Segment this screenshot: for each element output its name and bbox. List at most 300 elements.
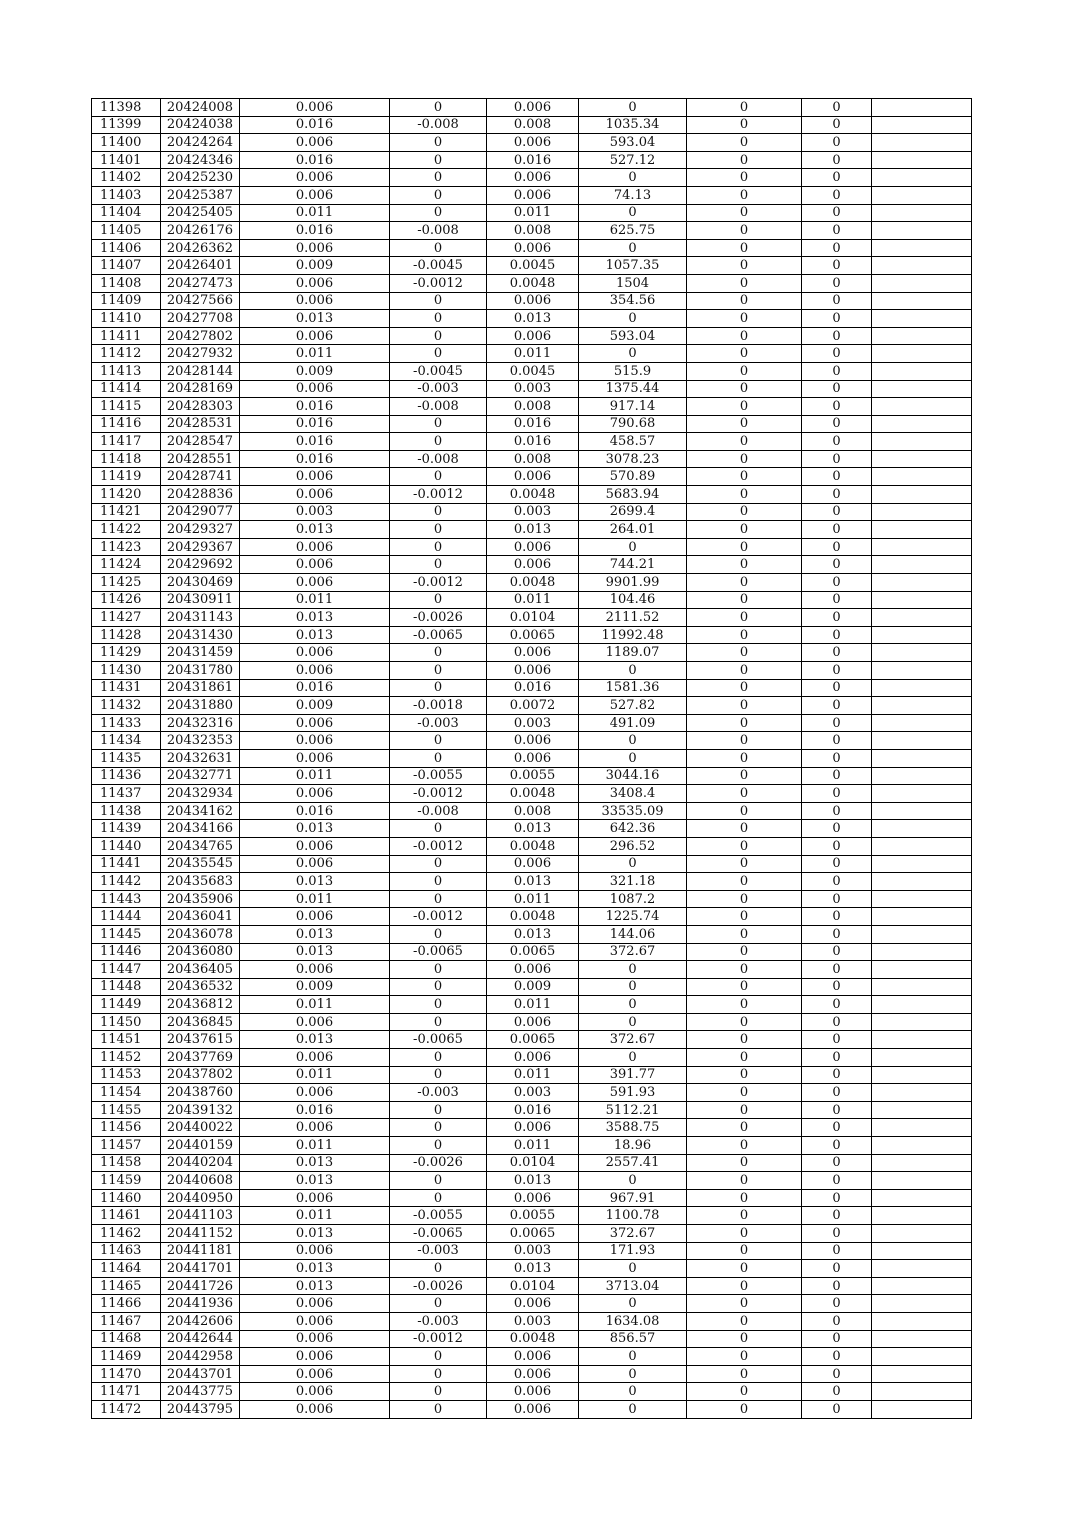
cell-col-4-value: -0.0012 bbox=[390, 908, 487, 926]
cell-col-7-value: 0 bbox=[687, 486, 802, 504]
cell-col-5-value: 0.006 bbox=[487, 239, 579, 257]
cell-col-4-value: 0 bbox=[390, 1295, 487, 1313]
cell-col-6-value: 0 bbox=[579, 1400, 687, 1418]
cell-col-8-value: 0 bbox=[802, 890, 872, 908]
cell-row-number: 11427 bbox=[92, 609, 161, 627]
cell-col-5-value: 0.0048 bbox=[487, 574, 579, 592]
cell-col-5-value: 0.013 bbox=[487, 873, 579, 891]
table-row bbox=[92, 151, 972, 169]
cell-col-8-value: 0 bbox=[802, 1172, 872, 1190]
cell-col-7-value: 0 bbox=[687, 1066, 802, 1084]
cell-col-3-value: 0.013 bbox=[240, 943, 390, 961]
cell-row-number: 11429 bbox=[92, 644, 161, 662]
cell-col-7-value: 0 bbox=[687, 961, 802, 979]
cell-col-6-value: 527.82 bbox=[579, 697, 687, 715]
cell-col-8-value: 0 bbox=[802, 943, 872, 961]
cell-col-8-value: 0 bbox=[802, 749, 872, 767]
cell-col-5-value: 0.0055 bbox=[487, 767, 579, 785]
cell-record-id: 20429692 bbox=[161, 556, 240, 574]
cell-col-8-value: 0 bbox=[802, 257, 872, 275]
cell-row-number: 11450 bbox=[92, 1013, 161, 1031]
cell-row-number: 11428 bbox=[92, 626, 161, 644]
cell-col-7-value: 0 bbox=[687, 1383, 802, 1401]
cell-record-id: 20427708 bbox=[161, 310, 240, 328]
cell-col-3-value: 0.016 bbox=[240, 450, 390, 468]
cell-col-6-value: 491.09 bbox=[579, 714, 687, 732]
cell-record-id: 20427932 bbox=[161, 345, 240, 363]
cell-col-6-value: 1634.08 bbox=[579, 1312, 687, 1330]
cell-col-9-value bbox=[872, 186, 972, 204]
cell-row-number: 11399 bbox=[92, 116, 161, 134]
table-row bbox=[92, 1189, 972, 1207]
cell-col-8-value: 0 bbox=[802, 1260, 872, 1278]
cell-col-5-value: 0.006 bbox=[487, 1049, 579, 1067]
table-row bbox=[92, 433, 972, 451]
cell-row-number: 11398 bbox=[92, 99, 161, 117]
cell-col-8-value: 0 bbox=[802, 679, 872, 697]
cell-col-7-value: 0 bbox=[687, 345, 802, 363]
cell-record-id: 20432934 bbox=[161, 785, 240, 803]
cell-col-4-value: -0.0018 bbox=[390, 697, 487, 715]
cell-col-6-value: 570.89 bbox=[579, 468, 687, 486]
cell-col-6-value: 0 bbox=[579, 996, 687, 1014]
cell-row-number: 11471 bbox=[92, 1383, 161, 1401]
cell-record-id: 20438760 bbox=[161, 1084, 240, 1102]
cell-col-3-value: 0.013 bbox=[240, 873, 390, 891]
cell-col-7-value: 0 bbox=[687, 538, 802, 556]
cell-col-3-value: 0.006 bbox=[240, 486, 390, 504]
cell-col-3-value: 0.016 bbox=[240, 679, 390, 697]
cell-col-5-value: 0.009 bbox=[487, 978, 579, 996]
cell-col-6-value: 33535.09 bbox=[579, 802, 687, 820]
cell-col-3-value: 0.011 bbox=[240, 767, 390, 785]
cell-col-3-value: 0.006 bbox=[240, 327, 390, 345]
cell-row-number: 11422 bbox=[92, 521, 161, 539]
table-row bbox=[92, 1400, 972, 1418]
cell-col-7-value: 0 bbox=[687, 1013, 802, 1031]
cell-record-id: 20441726 bbox=[161, 1277, 240, 1295]
cell-col-8-value: 0 bbox=[802, 116, 872, 134]
table-row bbox=[92, 1172, 972, 1190]
cell-col-4-value: 0 bbox=[390, 1260, 487, 1278]
cell-col-9-value bbox=[872, 749, 972, 767]
table-row bbox=[92, 1049, 972, 1067]
cell-row-number: 11453 bbox=[92, 1066, 161, 1084]
cell-row-number: 11461 bbox=[92, 1207, 161, 1225]
table-row bbox=[92, 1207, 972, 1225]
cell-col-8-value: 0 bbox=[802, 1049, 872, 1067]
cell-record-id: 20440022 bbox=[161, 1119, 240, 1137]
cell-col-7-value: 0 bbox=[687, 327, 802, 345]
table-row bbox=[92, 785, 972, 803]
cell-col-4-value: 0 bbox=[390, 873, 487, 891]
table-row bbox=[92, 468, 972, 486]
cell-col-3-value: 0.006 bbox=[240, 1295, 390, 1313]
cell-col-3-value: 0.016 bbox=[240, 151, 390, 169]
cell-col-3-value: 0.013 bbox=[240, 521, 390, 539]
cell-col-6-value: 0 bbox=[579, 345, 687, 363]
table-row bbox=[92, 908, 972, 926]
cell-col-8-value: 0 bbox=[802, 820, 872, 838]
cell-col-8-value: 0 bbox=[802, 697, 872, 715]
cell-row-number: 11423 bbox=[92, 538, 161, 556]
cell-col-8-value: 0 bbox=[802, 855, 872, 873]
cell-col-9-value bbox=[872, 1207, 972, 1225]
cell-col-8-value: 0 bbox=[802, 398, 872, 416]
table-row bbox=[92, 257, 972, 275]
cell-col-7-value: 0 bbox=[687, 1189, 802, 1207]
cell-col-5-value: 0.006 bbox=[487, 468, 579, 486]
cell-col-8-value: 0 bbox=[802, 1031, 872, 1049]
cell-record-id: 20427802 bbox=[161, 327, 240, 345]
cell-col-6-value: 1087.2 bbox=[579, 890, 687, 908]
cell-row-number: 11417 bbox=[92, 433, 161, 451]
table-row bbox=[92, 732, 972, 750]
cell-row-number: 11403 bbox=[92, 186, 161, 204]
cell-col-7-value: 0 bbox=[687, 1101, 802, 1119]
cell-col-4-value: 0 bbox=[390, 1383, 487, 1401]
cell-row-number: 11440 bbox=[92, 837, 161, 855]
cell-col-9-value bbox=[872, 1013, 972, 1031]
cell-record-id: 20431880 bbox=[161, 697, 240, 715]
table-row bbox=[92, 1365, 972, 1383]
cell-col-6-value: 0 bbox=[579, 662, 687, 680]
cell-col-3-value: 0.006 bbox=[240, 662, 390, 680]
cell-col-5-value: 0.0048 bbox=[487, 785, 579, 803]
table-row bbox=[92, 1031, 972, 1049]
cell-col-4-value: 0 bbox=[390, 679, 487, 697]
cell-col-7-value: 0 bbox=[687, 1154, 802, 1172]
table-row bbox=[92, 714, 972, 732]
cell-col-3-value: 0.006 bbox=[240, 274, 390, 292]
cell-col-8-value: 0 bbox=[802, 1154, 872, 1172]
cell-col-9-value bbox=[872, 450, 972, 468]
cell-col-3-value: 0.006 bbox=[240, 1242, 390, 1260]
table-row bbox=[92, 222, 972, 240]
cell-record-id: 20432353 bbox=[161, 732, 240, 750]
table-row bbox=[92, 1260, 972, 1278]
cell-row-number: 11459 bbox=[92, 1172, 161, 1190]
cell-row-number: 11434 bbox=[92, 732, 161, 750]
cell-record-id: 20424008 bbox=[161, 99, 240, 117]
cell-col-9-value bbox=[872, 785, 972, 803]
cell-col-5-value: 0.0065 bbox=[487, 1031, 579, 1049]
cell-record-id: 20435545 bbox=[161, 855, 240, 873]
cell-col-6-value: 372.67 bbox=[579, 1225, 687, 1243]
table-row bbox=[92, 644, 972, 662]
cell-col-8-value: 0 bbox=[802, 662, 872, 680]
cell-col-7-value: 0 bbox=[687, 697, 802, 715]
cell-row-number: 11431 bbox=[92, 679, 161, 697]
cell-col-7-value: 0 bbox=[687, 679, 802, 697]
cell-col-4-value: -0.008 bbox=[390, 398, 487, 416]
cell-col-8-value: 0 bbox=[802, 1277, 872, 1295]
cell-col-9-value bbox=[872, 468, 972, 486]
cell-col-3-value: 0.006 bbox=[240, 785, 390, 803]
cell-row-number: 11442 bbox=[92, 873, 161, 891]
cell-col-4-value: 0 bbox=[390, 644, 487, 662]
cell-col-4-value: -0.0055 bbox=[390, 767, 487, 785]
cell-record-id: 20431430 bbox=[161, 626, 240, 644]
cell-col-7-value: 0 bbox=[687, 468, 802, 486]
cell-record-id: 20426176 bbox=[161, 222, 240, 240]
table-row bbox=[92, 961, 972, 979]
cell-col-4-value: 0 bbox=[390, 1348, 487, 1366]
cell-col-4-value: -0.0045 bbox=[390, 257, 487, 275]
cell-col-4-value: -0.0065 bbox=[390, 943, 487, 961]
cell-col-5-value: 0.011 bbox=[487, 345, 579, 363]
cell-record-id: 20442606 bbox=[161, 1312, 240, 1330]
table-row bbox=[92, 697, 972, 715]
cell-col-5-value: 0.0048 bbox=[487, 274, 579, 292]
cell-record-id: 20426362 bbox=[161, 239, 240, 257]
cell-col-3-value: 0.006 bbox=[240, 1013, 390, 1031]
cell-record-id: 20440608 bbox=[161, 1172, 240, 1190]
cell-col-5-value: 0.006 bbox=[487, 134, 579, 152]
cell-col-3-value: 0.006 bbox=[240, 292, 390, 310]
cell-col-3-value: 0.006 bbox=[240, 714, 390, 732]
cell-col-3-value: 0.006 bbox=[240, 837, 390, 855]
cell-row-number: 11454 bbox=[92, 1084, 161, 1102]
cell-col-9-value bbox=[872, 1225, 972, 1243]
cell-col-8-value: 0 bbox=[802, 1348, 872, 1366]
table-row bbox=[92, 890, 972, 908]
cell-record-id: 20424038 bbox=[161, 116, 240, 134]
table-row bbox=[92, 802, 972, 820]
cell-col-8-value: 0 bbox=[802, 1225, 872, 1243]
cell-col-4-value: 0 bbox=[390, 134, 487, 152]
cell-col-7-value: 0 bbox=[687, 1242, 802, 1260]
cell-col-4-value: -0.008 bbox=[390, 802, 487, 820]
cell-row-number: 11437 bbox=[92, 785, 161, 803]
cell-col-7-value: 0 bbox=[687, 99, 802, 117]
cell-col-4-value: 0 bbox=[390, 749, 487, 767]
cell-col-9-value bbox=[872, 714, 972, 732]
cell-col-7-value: 0 bbox=[687, 1031, 802, 1049]
cell-col-5-value: 0.006 bbox=[487, 1365, 579, 1383]
cell-col-3-value: 0.006 bbox=[240, 1383, 390, 1401]
table-row bbox=[92, 978, 972, 996]
table-row bbox=[92, 1137, 972, 1155]
cell-col-6-value: 967.91 bbox=[579, 1189, 687, 1207]
cell-col-6-value: 0 bbox=[579, 1348, 687, 1366]
cell-col-3-value: 0.006 bbox=[240, 380, 390, 398]
table-row bbox=[92, 1225, 972, 1243]
cell-col-9-value bbox=[872, 697, 972, 715]
cell-row-number: 11457 bbox=[92, 1137, 161, 1155]
cell-col-3-value: 0.006 bbox=[240, 749, 390, 767]
table-row bbox=[92, 1383, 972, 1401]
cell-record-id: 20441181 bbox=[161, 1242, 240, 1260]
cell-col-7-value: 0 bbox=[687, 1172, 802, 1190]
table-row bbox=[92, 450, 972, 468]
data-table bbox=[91, 98, 972, 1419]
cell-col-8-value: 0 bbox=[802, 1383, 872, 1401]
cell-row-number: 11464 bbox=[92, 1260, 161, 1278]
cell-col-7-value: 0 bbox=[687, 1207, 802, 1225]
cell-record-id: 20436080 bbox=[161, 943, 240, 961]
cell-col-9-value bbox=[872, 134, 972, 152]
cell-record-id: 20431459 bbox=[161, 644, 240, 662]
cell-record-id: 20440204 bbox=[161, 1154, 240, 1172]
cell-col-9-value bbox=[872, 943, 972, 961]
cell-col-6-value: 11992.48 bbox=[579, 626, 687, 644]
cell-col-3-value: 0.006 bbox=[240, 1084, 390, 1102]
cell-col-4-value: 0 bbox=[390, 169, 487, 187]
cell-record-id: 20441103 bbox=[161, 1207, 240, 1225]
cell-row-number: 11425 bbox=[92, 574, 161, 592]
cell-col-3-value: 0.016 bbox=[240, 1101, 390, 1119]
cell-col-3-value: 0.006 bbox=[240, 1348, 390, 1366]
cell-col-9-value bbox=[872, 204, 972, 222]
cell-col-3-value: 0.013 bbox=[240, 626, 390, 644]
table-row bbox=[92, 1101, 972, 1119]
cell-col-6-value: 1035.34 bbox=[579, 116, 687, 134]
cell-col-5-value: 0.006 bbox=[487, 556, 579, 574]
cell-col-7-value: 0 bbox=[687, 222, 802, 240]
cell-col-8-value: 0 bbox=[802, 99, 872, 117]
cell-col-4-value: 0 bbox=[390, 556, 487, 574]
cell-col-5-value: 0.0045 bbox=[487, 362, 579, 380]
cell-col-7-value: 0 bbox=[687, 556, 802, 574]
cell-col-6-value: 527.12 bbox=[579, 151, 687, 169]
cell-col-4-value: 0 bbox=[390, 345, 487, 363]
cell-record-id: 20428836 bbox=[161, 486, 240, 504]
table-row bbox=[92, 943, 972, 961]
cell-col-9-value bbox=[872, 398, 972, 416]
cell-row-number: 11408 bbox=[92, 274, 161, 292]
table-row bbox=[92, 486, 972, 504]
cell-col-7-value: 0 bbox=[687, 1137, 802, 1155]
cell-col-5-value: 0.006 bbox=[487, 1400, 579, 1418]
cell-col-5-value: 0.0048 bbox=[487, 486, 579, 504]
cell-col-8-value: 0 bbox=[802, 837, 872, 855]
cell-col-9-value bbox=[872, 1049, 972, 1067]
cell-row-number: 11467 bbox=[92, 1312, 161, 1330]
cell-col-5-value: 0.0072 bbox=[487, 697, 579, 715]
cell-col-3-value: 0.013 bbox=[240, 820, 390, 838]
cell-col-7-value: 0 bbox=[687, 398, 802, 416]
cell-col-5-value: 0.0065 bbox=[487, 943, 579, 961]
cell-record-id: 20431143 bbox=[161, 609, 240, 627]
cell-col-9-value bbox=[872, 1084, 972, 1102]
cell-col-7-value: 0 bbox=[687, 1312, 802, 1330]
cell-record-id: 20436078 bbox=[161, 925, 240, 943]
cell-row-number: 11441 bbox=[92, 855, 161, 873]
cell-row-number: 11418 bbox=[92, 450, 161, 468]
cell-col-6-value: 0 bbox=[579, 1260, 687, 1278]
table-row bbox=[92, 820, 972, 838]
cell-record-id: 20440950 bbox=[161, 1189, 240, 1207]
cell-record-id: 20428547 bbox=[161, 433, 240, 451]
cell-record-id: 20436405 bbox=[161, 961, 240, 979]
cell-col-3-value: 0.011 bbox=[240, 1137, 390, 1155]
cell-col-7-value: 0 bbox=[687, 644, 802, 662]
cell-record-id: 20430911 bbox=[161, 591, 240, 609]
cell-col-3-value: 0.011 bbox=[240, 204, 390, 222]
cell-col-4-value: 0 bbox=[390, 1066, 487, 1084]
cell-col-9-value bbox=[872, 1242, 972, 1260]
cell-row-number: 11460 bbox=[92, 1189, 161, 1207]
cell-col-3-value: 0.016 bbox=[240, 398, 390, 416]
cell-col-7-value: 0 bbox=[687, 591, 802, 609]
cell-row-number: 11406 bbox=[92, 239, 161, 257]
cell-col-8-value: 0 bbox=[802, 151, 872, 169]
cell-row-number: 11404 bbox=[92, 204, 161, 222]
cell-col-8-value: 0 bbox=[802, 362, 872, 380]
cell-col-9-value bbox=[872, 1137, 972, 1155]
cell-col-3-value: 0.013 bbox=[240, 1154, 390, 1172]
cell-col-6-value: 3078.23 bbox=[579, 450, 687, 468]
cell-col-6-value: 372.67 bbox=[579, 1031, 687, 1049]
cell-col-5-value: 0.006 bbox=[487, 327, 579, 345]
table-row bbox=[92, 1013, 972, 1031]
cell-col-7-value: 0 bbox=[687, 116, 802, 134]
cell-col-5-value: 0.006 bbox=[487, 732, 579, 750]
cell-col-3-value: 0.013 bbox=[240, 925, 390, 943]
cell-col-8-value: 0 bbox=[802, 521, 872, 539]
cell-record-id: 20428531 bbox=[161, 415, 240, 433]
cell-col-8-value: 0 bbox=[802, 1101, 872, 1119]
cell-col-3-value: 0.006 bbox=[240, 908, 390, 926]
cell-col-5-value: 0.013 bbox=[487, 310, 579, 328]
cell-row-number: 11412 bbox=[92, 345, 161, 363]
cell-col-7-value: 0 bbox=[687, 310, 802, 328]
cell-col-9-value bbox=[872, 662, 972, 680]
cell-col-4-value: 0 bbox=[390, 961, 487, 979]
cell-col-7-value: 0 bbox=[687, 785, 802, 803]
table-row bbox=[92, 1277, 972, 1295]
cell-col-4-value: 0 bbox=[390, 925, 487, 943]
cell-col-7-value: 0 bbox=[687, 1084, 802, 1102]
cell-record-id: 20434765 bbox=[161, 837, 240, 855]
cell-col-6-value: 372.67 bbox=[579, 943, 687, 961]
table-row bbox=[92, 239, 972, 257]
cell-col-9-value bbox=[872, 1400, 972, 1418]
cell-col-8-value: 0 bbox=[802, 204, 872, 222]
table-row bbox=[92, 362, 972, 380]
cell-col-3-value: 0.006 bbox=[240, 169, 390, 187]
cell-row-number: 11401 bbox=[92, 151, 161, 169]
cell-col-6-value: 1189.07 bbox=[579, 644, 687, 662]
table-row bbox=[92, 837, 972, 855]
table-row bbox=[92, 327, 972, 345]
cell-col-3-value: 0.006 bbox=[240, 574, 390, 592]
table-row bbox=[92, 380, 972, 398]
cell-col-3-value: 0.006 bbox=[240, 186, 390, 204]
cell-row-number: 11413 bbox=[92, 362, 161, 380]
cell-col-5-value: 0.008 bbox=[487, 116, 579, 134]
table-row bbox=[92, 398, 972, 416]
cell-col-7-value: 0 bbox=[687, 1277, 802, 1295]
table-row bbox=[92, 1084, 972, 1102]
cell-row-number: 11472 bbox=[92, 1400, 161, 1418]
cell-col-7-value: 0 bbox=[687, 1400, 802, 1418]
cell-col-6-value: 0 bbox=[579, 1013, 687, 1031]
cell-col-9-value bbox=[872, 925, 972, 943]
cell-col-6-value: 2557.41 bbox=[579, 1154, 687, 1172]
cell-row-number: 11439 bbox=[92, 820, 161, 838]
cell-col-4-value: -0.0045 bbox=[390, 362, 487, 380]
cell-col-8-value: 0 bbox=[802, 468, 872, 486]
table-row bbox=[92, 996, 972, 1014]
cell-col-5-value: 0.0045 bbox=[487, 257, 579, 275]
cell-col-3-value: 0.006 bbox=[240, 1119, 390, 1137]
cell-col-7-value: 0 bbox=[687, 732, 802, 750]
cell-col-8-value: 0 bbox=[802, 1330, 872, 1348]
cell-col-5-value: 0.016 bbox=[487, 679, 579, 697]
cell-col-8-value: 0 bbox=[802, 433, 872, 451]
